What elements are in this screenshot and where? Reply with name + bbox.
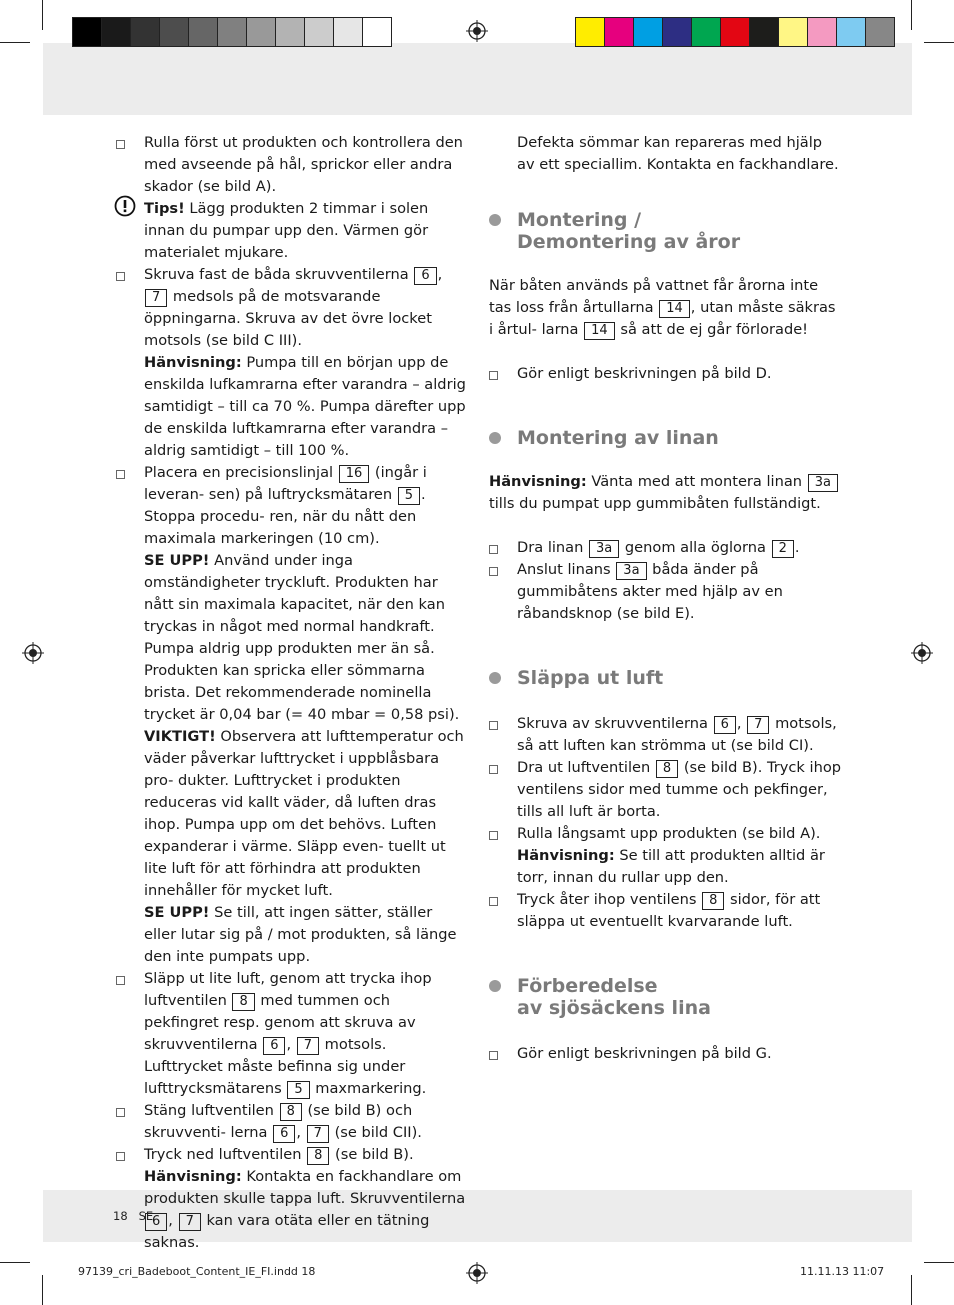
- paragraph-text: Dra ut luftventilen: [517, 759, 651, 776]
- paragraph-text: Gör enligt beskrivningen på bild G.: [517, 1045, 772, 1062]
- ref-box: 8: [232, 993, 254, 1011]
- list-item: [489, 823, 841, 889]
- list-item: [116, 968, 468, 1100]
- color-swatch: [575, 17, 604, 47]
- checkbox-bullet-icon: [116, 462, 126, 487]
- paragraph-text: genom alla öglorna: [620, 539, 766, 556]
- ref-box: 3a: [808, 474, 838, 492]
- color-swatch: [72, 17, 101, 47]
- page-number-value: 18: [113, 1209, 128, 1223]
- color-swatch: [188, 17, 217, 47]
- file-name: 97139_cri_Badeboot_Content_IE_FI.indd 18: [78, 1265, 316, 1278]
- ref-box: 3a: [589, 540, 619, 558]
- paragraph-text: (se bild B). Tryck ihop ventilens sidor med tumme och pekfinger, tills all luft är borta.: [517, 759, 842, 820]
- checkbox-bullet-icon: [489, 1043, 499, 1068]
- paragraph: [489, 275, 841, 341]
- important-label: VIKTIGT!: [144, 728, 216, 745]
- ref-box: 8: [702, 892, 724, 910]
- ref-box: 6: [273, 1125, 295, 1143]
- list-item: [489, 363, 841, 385]
- separator: ,: [286, 1036, 292, 1053]
- color-swatch: [275, 17, 304, 47]
- paragraph-text: .: [794, 539, 800, 556]
- checkbox-bullet-icon: [489, 757, 499, 782]
- ref-box: 8: [656, 760, 678, 778]
- heading-line: av sjösäckens lina: [517, 997, 711, 1019]
- checkbox-bullet-icon: [489, 559, 499, 584]
- separator: ,: [437, 266, 443, 283]
- caution-label: SE UPP!: [144, 552, 210, 569]
- paragraph: med tummen och pekfingret resp. genom att skruva av skruvventilerna: [144, 992, 416, 1053]
- section-heading: [489, 667, 841, 689]
- paragraph: (se bild B) och skruvventi- lerna: [144, 1102, 413, 1141]
- ref-box: 7: [179, 1213, 201, 1231]
- paragraph-text: Anslut linans: [517, 561, 611, 578]
- crop-mark: [42, 0, 43, 30]
- color-swatch: [865, 17, 895, 47]
- heading-line: Släppa ut luft: [517, 667, 664, 689]
- ref-box: 7: [307, 1125, 329, 1143]
- paragraph-text: När båten används på vattnet får årorna inte tas loss från årtullarna: [489, 277, 819, 316]
- ref-box: 7: [145, 289, 167, 307]
- color-swatch: [101, 17, 130, 47]
- paragraph-text: Defekta sömmar kan repareras med hjälp av ett speciallim. Kontakta en fackhandlare.: [517, 134, 839, 173]
- heading-line: Montering av linan: [517, 427, 719, 449]
- ref-box: 16: [339, 465, 370, 483]
- paragraph: Stäng luftventilen: [144, 1102, 274, 1119]
- heading-line: Förberedelse: [517, 975, 658, 997]
- list-item: [489, 757, 841, 823]
- paragraph: (se bild B).: [330, 1146, 414, 1163]
- ref-box: 5: [398, 487, 420, 505]
- paragraph: Kontakta en fackhandlare om produkten skulle tappa luft. Skruvventilerna: [144, 1168, 466, 1207]
- paragraph-text: Skruva av skruvventilerna: [517, 715, 708, 732]
- section-heading: [489, 975, 841, 1019]
- paragraph: [489, 471, 841, 515]
- ref-box: 6: [414, 267, 436, 285]
- heading-line: Demontering av åror: [517, 231, 741, 253]
- list-item: [116, 132, 468, 198]
- note-label: Hänvisning:: [489, 473, 587, 490]
- paragraph: Placera en precisionslinjal: [144, 464, 334, 481]
- paragraph: [489, 132, 841, 176]
- tips-label: Tips!: [144, 200, 185, 217]
- list-item: [489, 713, 841, 757]
- separator: ,: [168, 1212, 173, 1229]
- paragraph-text: Vänta med att montera linan: [586, 473, 803, 490]
- heading-line: Montering /: [517, 209, 642, 231]
- ref-box: 6: [145, 1213, 167, 1231]
- list-item: [489, 889, 841, 933]
- crop-mark: [0, 1262, 30, 1263]
- paragraph: motsols. Lufttrycket måste befinna sig under lufttrycksmätarens: [144, 1036, 406, 1097]
- ref-box: 7: [747, 716, 769, 734]
- list-item: [489, 559, 841, 625]
- paragraph-text: tills du pumpat upp gummibåten fullständigt.: [489, 495, 821, 512]
- gray-color-bar: [72, 17, 392, 47]
- left-column: [116, 132, 468, 1254]
- paragraph-text: så att de ej går förlorade!: [615, 321, 809, 338]
- note-label: Hänvisning:: [144, 354, 242, 371]
- checkbox-bullet-icon: [116, 1100, 126, 1125]
- paragraph-text: Gör enligt beskrivningen på bild D.: [517, 365, 772, 382]
- paragraph: Se till, att ingen sätter, ställer eller lutar sig på / mot produkten, så länge den inte pumpats upp.: [144, 904, 457, 965]
- caution-label: SE UPP!: [144, 904, 210, 921]
- paragraph: medsols på de motsvarande öppningarna. Skruva av det övre locket motsols (se bild C III).: [144, 288, 432, 349]
- color-swatch: [159, 17, 188, 47]
- section-heading: [489, 209, 841, 253]
- crop-mark: [924, 1262, 954, 1263]
- warning-icon: [114, 195, 136, 217]
- paragraph: Lägg produkten 2 timmar i solen innan du pumpar upp den. Värmen gör materialet mjukare.: [144, 200, 429, 261]
- paragraph-text: Se till att produkten alltid är torr, innan du rullar upp den.: [517, 847, 825, 886]
- registration-mark-icon: [22, 642, 44, 664]
- paragraph-text: båda änder på gummibåtens akter med hjälp av en råbandsknop (se bild E).: [517, 561, 783, 622]
- color-swatch: [633, 17, 662, 47]
- checkbox-bullet-icon: [489, 889, 499, 914]
- tip-block: [116, 198, 468, 264]
- list-item: [116, 462, 468, 968]
- page-number: [113, 1209, 153, 1223]
- checkbox-bullet-icon: [116, 1144, 126, 1169]
- list-item: [116, 1144, 468, 1254]
- paragraph: Skruva fast de båda skruvventilerna: [144, 266, 409, 283]
- right-column: [489, 132, 841, 1065]
- checkbox-bullet-icon: [116, 264, 126, 289]
- ref-box: 5: [287, 1081, 309, 1099]
- paragraph: Tryck ned luftventilen: [144, 1146, 302, 1163]
- paragraph: Släpp ut lite luft, genom att trycka ihop luftventilen: [144, 970, 432, 1009]
- ref-box: 14: [584, 322, 615, 340]
- paragraph: (se bild CII).: [329, 1124, 422, 1141]
- crop-mark: [924, 42, 954, 43]
- color-swatch: [217, 17, 246, 47]
- color-swatch: [304, 17, 333, 47]
- section-heading: [489, 427, 841, 449]
- separator: ,: [296, 1124, 302, 1141]
- paragraph: kan vara otäta eller en tätning saknas.: [144, 1212, 430, 1251]
- checkbox-bullet-icon: [489, 823, 499, 848]
- ref-box: 6: [263, 1037, 285, 1055]
- color-swatch: [720, 17, 749, 47]
- language-code: SE: [138, 1209, 154, 1223]
- paragraph-text: Rulla långsamt upp produkten (se bild A).: [517, 825, 821, 842]
- ref-box: 6: [714, 716, 736, 734]
- color-swatch: [362, 17, 392, 47]
- paragraph-text: Tryck åter ihop ventilens: [517, 891, 697, 908]
- color-swatch: [604, 17, 633, 47]
- color-swatch: [749, 17, 778, 47]
- paragraph: Använd under inga omständigheter tryckluft. Produkten har nått sin maximala kapacitet, när den kan tryckas in något med normal handkraft. Pumpa aldrig upp produkten mer än så. Produkten kan spricka eller sömmarna brista. Det rekommenderade nominella trycket är 0,04 bar (= 40 mbar = 0,58 psi).: [144, 552, 460, 723]
- color-swatch: [130, 17, 159, 47]
- header-band: [43, 43, 912, 115]
- ref-box: 7: [297, 1037, 319, 1055]
- paragraph: . Stoppa procedu- ren, när du nått den maximala markeringen (10 cm).: [144, 486, 426, 547]
- list-item: [116, 1100, 468, 1144]
- color-swatch: [836, 17, 865, 47]
- note-label: Hänvisning:: [517, 847, 615, 864]
- registration-mark-icon: [911, 642, 933, 664]
- ref-box: 2: [772, 540, 794, 558]
- section-bullet-icon: [489, 432, 501, 444]
- print-date: 11.11.13 11:07: [800, 1265, 885, 1278]
- color-swatch: [662, 17, 691, 47]
- paragraph: (ingår i leveran- sen) på luftrycksmätaren: [144, 464, 427, 503]
- checkbox-bullet-icon: [489, 363, 499, 388]
- ref-box: 8: [307, 1147, 329, 1165]
- separator: ,: [736, 715, 742, 732]
- section-bullet-icon: [489, 672, 501, 684]
- section-bullet-icon: [489, 214, 501, 226]
- color-swatch: [333, 17, 362, 47]
- ref-box: 8: [280, 1103, 302, 1121]
- registration-mark-icon: [466, 1262, 488, 1284]
- crop-mark: [911, 1275, 912, 1305]
- paragraph: maxmarkering.: [310, 1080, 427, 1097]
- crop-mark: [42, 1275, 43, 1305]
- registration-mark-icon: [466, 20, 488, 42]
- paragraph: Observera att lufttemperatur och väder påverkar lufttrycket i uppblåsbara pro- dukter. Lufttrycket i produkten reduceras vid kallt väder, då luften dras ihop. Pumpa upp om det behövs. Luften expanderar i värme. Släpp even- tuellt ut lite luft för att förhindra att produkten innehåller för mycket luft.: [144, 728, 464, 899]
- color-swatch: [778, 17, 807, 47]
- checkbox-bullet-icon: [489, 713, 499, 738]
- section-bullet-icon: [489, 980, 501, 992]
- checkbox-bullet-icon: [116, 132, 126, 157]
- paragraph-text: , utan måste säkras i årtul- larna: [489, 299, 836, 338]
- list-item: [489, 537, 841, 559]
- list-item: [489, 1043, 841, 1065]
- paragraph-text: sidor, för att släppa ut eventuellt kvarvarande luft.: [517, 891, 821, 930]
- paragraph: Rulla först ut produkten och kontrollera den med avseende på hål, sprickor eller andra skador (se bild A).: [144, 134, 463, 195]
- paragraph-text: motsols, så att luften kan strömma ut (se bild CI).: [517, 715, 837, 754]
- crop-mark: [0, 42, 30, 43]
- checkbox-bullet-icon: [116, 968, 126, 993]
- color-swatch: [691, 17, 720, 47]
- list-item: [116, 264, 468, 462]
- color-swatch: [246, 17, 275, 47]
- ref-box: 14: [659, 300, 690, 318]
- color-swatch: [807, 17, 836, 47]
- crop-mark: [911, 0, 912, 30]
- note-label: Hänvisning:: [144, 1168, 242, 1185]
- paragraph-text: Dra linan: [517, 539, 584, 556]
- ref-box: 3a: [616, 562, 646, 580]
- paragraph: Pumpa till en början upp de enskilda lufkamrarna efter varandra – aldrig samtidigt – till ca 70 %. Pumpa därefter upp de enskilda luftkamrarna efter varandra – aldrig samtidigt – till 100 %.: [144, 354, 466, 459]
- color-bar: [575, 17, 895, 47]
